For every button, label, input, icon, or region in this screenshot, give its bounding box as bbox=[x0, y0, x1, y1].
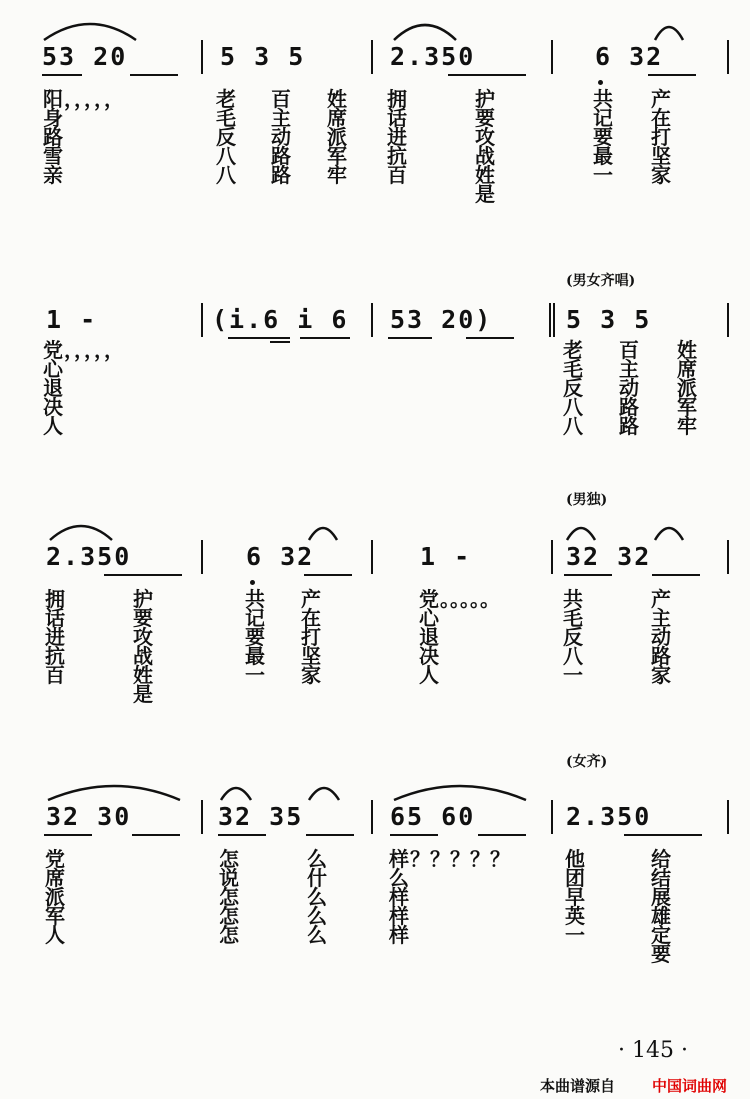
lyric-column: 拥话进抗百 bbox=[45, 587, 65, 687]
underline bbox=[270, 341, 290, 343]
performer-marking: (男女齐唱) bbox=[566, 273, 636, 289]
measure-notes: 32 35 bbox=[218, 802, 304, 831]
lyric-column: 姓席派军牢 bbox=[677, 338, 697, 438]
underline bbox=[42, 74, 82, 76]
lyric-column: 给结展雄定要 bbox=[651, 847, 671, 966]
lyric-column: 老毛反八八 bbox=[563, 338, 583, 438]
underline bbox=[304, 574, 352, 576]
slur bbox=[652, 516, 686, 544]
underline bbox=[44, 834, 92, 836]
slur bbox=[306, 778, 342, 804]
lyric-column: 姓席派军牢 bbox=[327, 87, 347, 187]
underline bbox=[478, 834, 526, 836]
barline bbox=[727, 540, 729, 574]
underline bbox=[228, 337, 290, 339]
underline bbox=[300, 337, 350, 339]
performer-marking: (女齐) bbox=[566, 754, 608, 770]
barline bbox=[371, 303, 373, 337]
lyric-column: 阳身路雪亲 bbox=[43, 87, 63, 187]
measure-notes: 1 - bbox=[420, 542, 472, 571]
lyric-column: 百主动路路 bbox=[271, 87, 291, 187]
lyric-column: 样么样样样 bbox=[389, 847, 409, 947]
lyric-column: 拥话进抗百 bbox=[387, 87, 407, 187]
barline bbox=[201, 800, 203, 834]
lyric-column: 么什么么么 bbox=[307, 847, 327, 947]
lyric-column: 共记要最一 bbox=[593, 87, 613, 187]
lyric-column: 党席派军人 bbox=[45, 847, 65, 947]
measure-notes: 6 32 bbox=[595, 42, 664, 71]
lyric-column: ，，，，， bbox=[64, 338, 124, 362]
barline bbox=[727, 40, 729, 74]
lyric-column: 产在打坚家 bbox=[651, 87, 671, 187]
barline bbox=[551, 800, 553, 834]
measure-notes: 5 3 5 bbox=[566, 305, 652, 334]
underline bbox=[132, 834, 180, 836]
underline bbox=[306, 834, 354, 836]
barline bbox=[371, 40, 373, 74]
barline bbox=[727, 800, 729, 834]
underline bbox=[448, 74, 526, 76]
lyric-column: 党心退决人 bbox=[43, 338, 63, 438]
lyric-column: 共记要最一 bbox=[245, 587, 265, 687]
barline bbox=[201, 40, 203, 74]
barline bbox=[551, 40, 553, 74]
underline bbox=[388, 337, 432, 339]
barline bbox=[371, 540, 373, 574]
measure-notes: 53 20) bbox=[390, 305, 493, 334]
site-name-link[interactable]: 中国词曲网 bbox=[652, 1077, 728, 1095]
augmentation-dot bbox=[598, 80, 603, 85]
measure-notes: 53 20 bbox=[42, 42, 128, 71]
barline bbox=[551, 540, 553, 574]
underline bbox=[104, 574, 182, 576]
lyric-column: 。。。。。 bbox=[440, 587, 500, 611]
double-barline bbox=[549, 303, 555, 337]
barline bbox=[201, 540, 203, 574]
measure-notes: 65 60 bbox=[390, 802, 476, 831]
underline bbox=[648, 74, 696, 76]
measure-notes: 32 32 bbox=[566, 542, 652, 571]
lyric-column: 产主动路家 bbox=[651, 587, 671, 687]
lyric-column: 老毛反八八 bbox=[216, 87, 236, 187]
lyric-column: ，，，，， bbox=[64, 87, 124, 111]
measure-notes: 5 3 5 bbox=[220, 42, 306, 71]
augmentation-dot bbox=[250, 580, 255, 585]
measure-notes: 6 32 bbox=[246, 542, 315, 571]
lyric-column: 产在打坚家 bbox=[301, 587, 321, 687]
underline bbox=[130, 74, 178, 76]
measure-notes: (i.6 i 6 bbox=[212, 305, 349, 334]
measure-notes: 2.350 bbox=[390, 42, 476, 71]
lyric-column: 护要攻战姓是 bbox=[475, 87, 495, 206]
lyric-column: 百主动路路 bbox=[619, 338, 639, 438]
barline bbox=[201, 303, 203, 337]
performer-marking: (男独) bbox=[566, 492, 608, 508]
underline bbox=[564, 574, 612, 576]
lyric-column: 护要攻战姓是 bbox=[133, 587, 153, 706]
source-label: 本曲谱源自 bbox=[540, 1077, 616, 1095]
barline bbox=[727, 303, 729, 337]
lyric-column: 他团早英一 bbox=[565, 847, 585, 947]
measure-notes: 32 30 bbox=[46, 802, 132, 831]
underline bbox=[624, 834, 702, 836]
barline bbox=[371, 800, 373, 834]
underline bbox=[466, 337, 514, 339]
lyric-column: 共毛反八一 bbox=[563, 587, 583, 687]
underline bbox=[652, 574, 700, 576]
measure-notes: 2.350 bbox=[566, 802, 652, 831]
page-number: · 145 · bbox=[618, 1038, 688, 1063]
underline bbox=[218, 834, 266, 836]
underline bbox=[390, 834, 438, 836]
measure-notes: 1 - bbox=[46, 305, 98, 334]
measure-notes: 2.350 bbox=[46, 542, 132, 571]
lyric-column: 怎说怎怎怎 bbox=[219, 847, 239, 947]
lyric-column: 党心退决人 bbox=[419, 587, 439, 687]
lyric-column: ？？？？？ bbox=[410, 847, 510, 871]
